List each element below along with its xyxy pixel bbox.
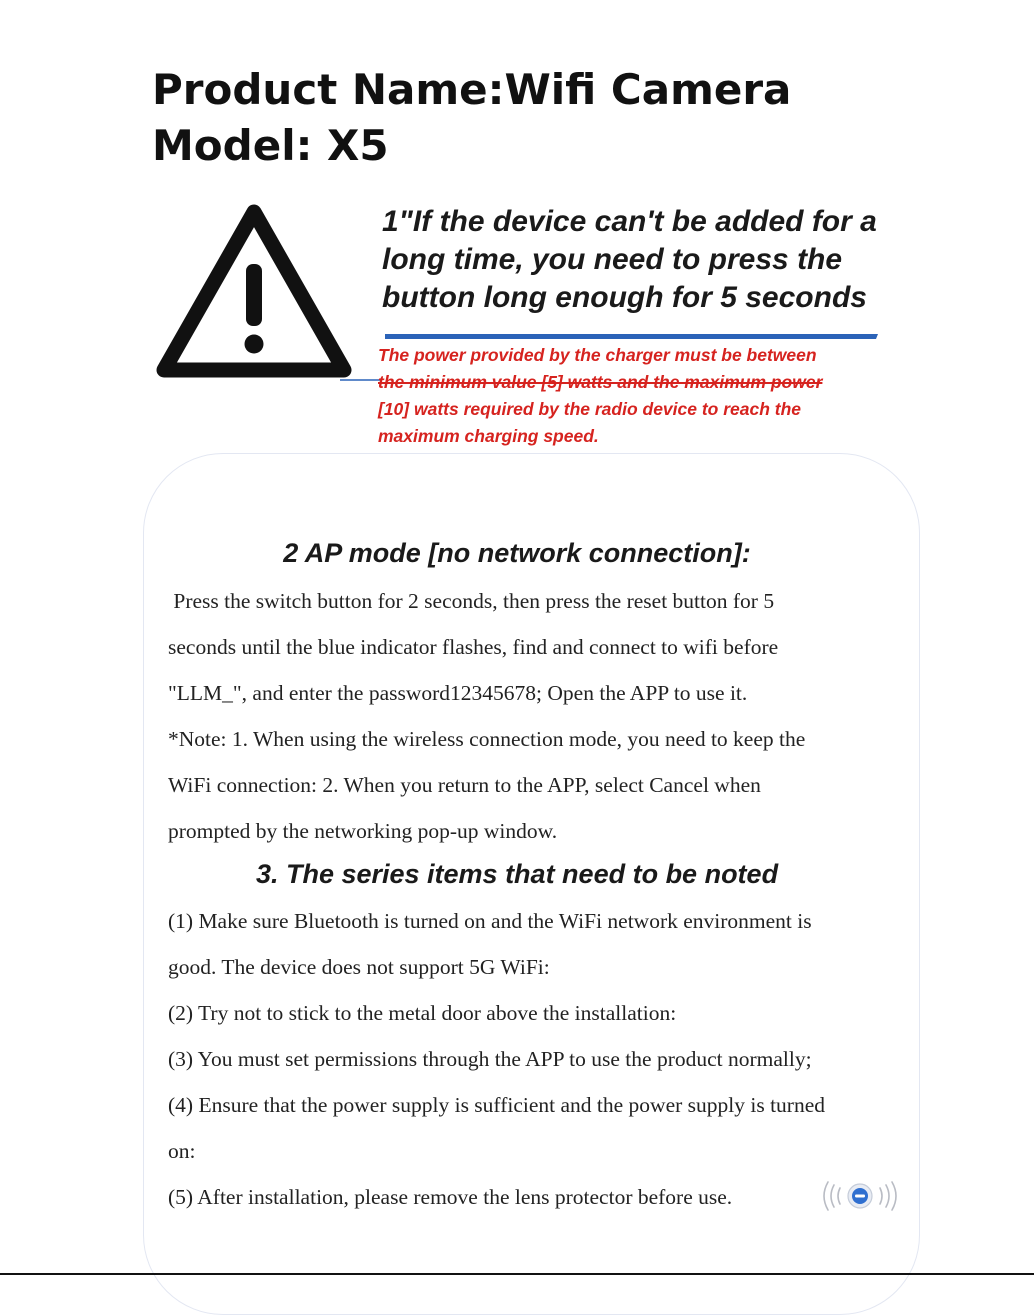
series-items-heading: 3. The series items that need to be noted — [255, 859, 779, 889]
warning-heading-line: 1"If the device can't be added for a — [382, 205, 877, 238]
ap-mode-line: *Note: 1. When using the wireless connection mode, you need to keep the — [168, 727, 806, 751]
ap-mode-line: seconds until the blue indicator flashes, find and connect to wifi before — [168, 635, 779, 659]
bottom-border — [0, 1273, 1034, 1275]
product-name-line: Product Name:Wifi Camera — [152, 65, 792, 114]
series-item-line: (2) Try not to stick to the metal door above the installation: — [168, 1001, 677, 1025]
series-item-line: good. The device does not support 5G WiFi: — [168, 955, 550, 979]
series-item-line: (1) Make sure Bluetooth is turned on and the WiFi network environment is — [168, 909, 812, 933]
power-note — [378, 342, 918, 450]
ap-mode-heading: 2 AP mode [no network connection]: — [283, 538, 751, 568]
wireless-signal-icon — [818, 1178, 902, 1214]
series-item-line: (4) Ensure that the power supply is sufficient and the power supply is turned — [168, 1093, 826, 1117]
ap-mode-text — [168, 578, 918, 854]
power-note-line: The power provided by the charger must be between — [378, 345, 817, 365]
power-note-line: [10] watts required by the radio device to reach the — [378, 399, 802, 419]
series-item-line: (3) You must set permissions through the APP to use the product normally; — [168, 1047, 812, 1071]
document-title — [152, 62, 791, 174]
power-note-line: maximum charging speed. — [378, 426, 599, 446]
warning-heading-line: long time, you need to press the — [382, 243, 843, 276]
series-item-line: on: — [168, 1139, 196, 1163]
model-line: Model: X5 — [152, 121, 389, 170]
ap-mode-line: Press the switch button for 2 seconds, then press the reset button for 5 — [168, 589, 775, 613]
power-note-line: the minimum value [5] watts and the maximum power — [378, 372, 823, 392]
ap-mode-line: prompted by the networking pop-up window. — [168, 819, 558, 843]
series-items-text — [168, 898, 918, 1220]
warning-triangle-icon — [156, 202, 352, 382]
series-item-line: (5) After installation, please remove the lens protector before use. — [168, 1185, 733, 1209]
warning-heading — [382, 203, 942, 317]
warning-heading-line: button long enough for 5 seconds — [382, 281, 867, 314]
ap-mode-line: "LLM_", and enter the password12345678; Open the APP to use it. — [168, 681, 748, 705]
ap-mode-line: WiFi connection: 2. When you return to the APP, select Cancel when — [168, 773, 761, 797]
